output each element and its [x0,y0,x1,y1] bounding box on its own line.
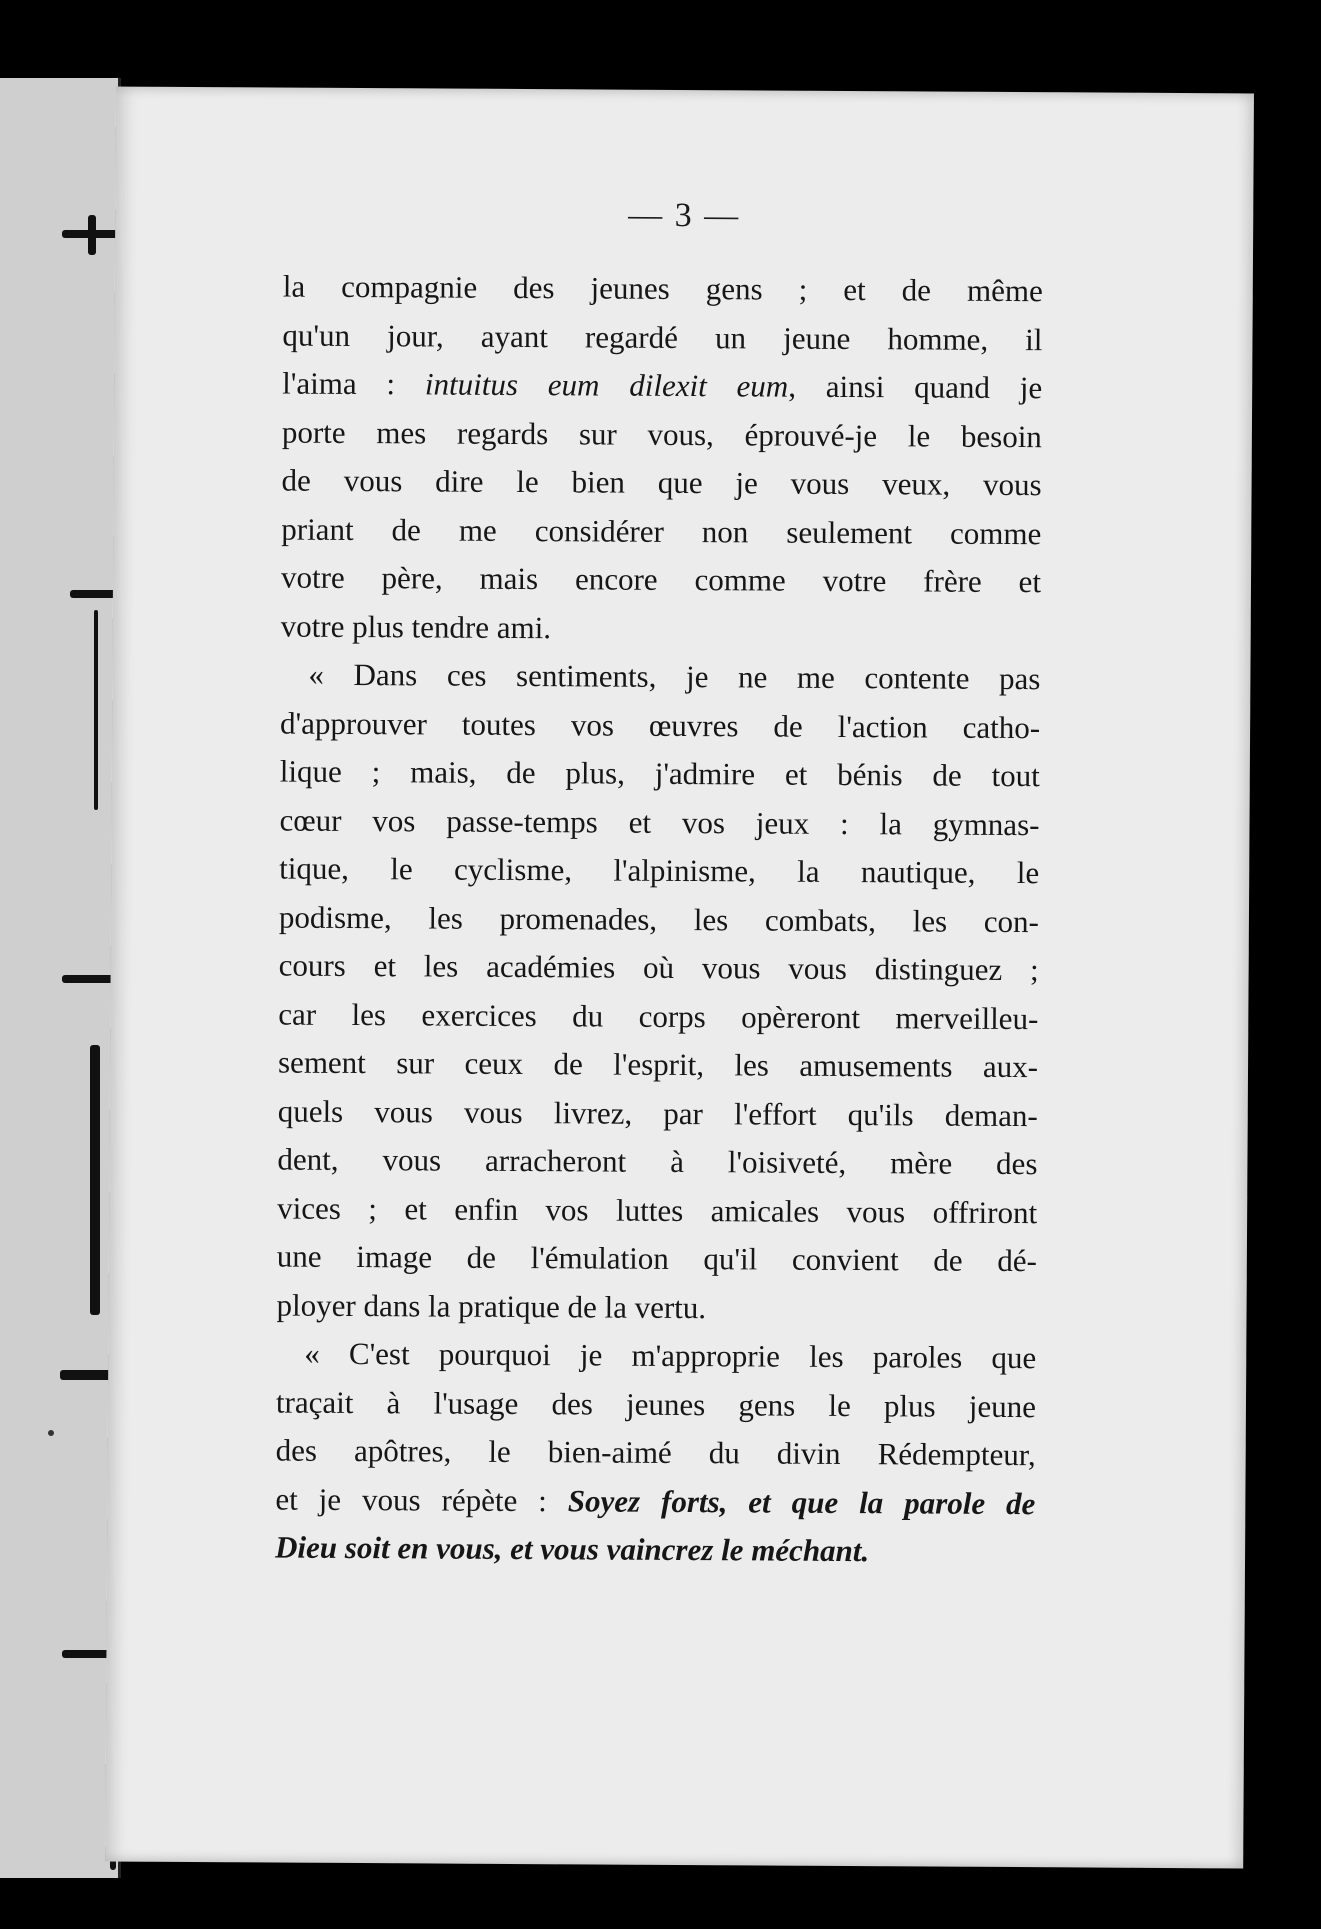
text-segment: et je vous répète : [275,1481,568,1518]
binding-mark [88,215,96,255]
text-segment: car les exercices du corps opèreront merveilleu- [278,996,1039,1036]
text-line [277,1233,1037,1286]
text-line [279,845,1039,898]
text-segment: dent, vous arracheront à l'oisiveté, mère des [277,1141,1038,1182]
text-line [275,1475,1035,1528]
text-line [276,1427,1036,1480]
text-segment: cœur vos passe-temps et vos jeux : la gymnas- [279,802,1040,842]
text-segment: quels vous vous livrez, par l'effort qu'ils deman- [277,1093,1038,1133]
text-line [275,1524,1035,1577]
text-line [280,651,1040,704]
text-segment: ployer dans la pratique de la vertu. [276,1287,707,1325]
text-segment: traçait à l'usage des jeunes gens le plus jeune [275,1384,1037,1424]
text-line [282,311,1042,364]
text-segment: lique ; mais, de plus, j'admire et bénis de tout [279,753,1040,794]
text-segment: de vous dire le bien que je vous veux, vous [281,462,1042,503]
text-segment: cours et les académies où vous vous distinguez ; [278,947,1039,988]
text-line [279,796,1039,849]
text-line [279,893,1039,946]
text-line [281,602,1041,655]
text-segment: sement sur ceux de l'esprit, les amusements aux- [277,1044,1039,1085]
text-line [280,699,1040,752]
text-line [280,748,1040,801]
text-segment: « C'est pourquoi je m'approprie les paroles que [304,1335,1037,1376]
speck [48,1430,54,1436]
text-segment: Dieu soit en vous, et vous vaincrez le méchant. [274,1529,870,1569]
text-line [277,1136,1037,1189]
body-text [275,263,1043,1577]
text-segment: d'approuver toutes vos œuvres de l'action catho- [280,705,1041,745]
text-line [277,1184,1037,1237]
text-line [278,1087,1038,1140]
text-line [278,1039,1038,1092]
book-page [105,87,1254,1869]
text-line [282,408,1042,461]
text-line [282,360,1042,413]
text-line [278,942,1038,995]
text-segment: l'aima : [282,365,426,402]
text-line [281,457,1041,510]
page-number: — 3 — [628,196,741,235]
text-segment: priant de me considérer non seulement comme [281,511,1042,551]
text-segment: votre plus tendre ami. [280,608,552,645]
text-segment: la compagnie des jeunes gens ; et de même [282,268,1043,309]
text-segment: intuitus eum dilexit eum [424,366,789,404]
text-segment: , ainsi quand je [788,368,1043,406]
binding-mark [90,1045,100,1315]
text-segment: votre père, mais encore comme votre frère et [280,559,1042,600]
text-line [276,1378,1036,1431]
text-segment: porte mes regards sur vous, éprouvé-je le besoin [281,414,1042,454]
text-segment: Soyez forts, et que la parole de [567,1482,1036,1521]
text-segment: podisme, les promenades, les combats, les con- [278,899,1040,939]
text-segment: qu'un jour, ayant regardé un jeune homme, il [282,317,1043,357]
text-segment: tique, le cyclisme, l'alpinisme, la nautique, le [279,850,1040,891]
text-segment: une image de l'émulation qu'il convient de dé- [276,1238,1037,1279]
text-line [281,505,1041,558]
text-line [276,1330,1036,1383]
text-line [283,263,1043,316]
text-segment: « Dans ces sentiments, je ne me contente pas [308,656,1041,697]
text-line [281,554,1041,607]
text-line [278,990,1038,1043]
text-line [276,1281,1036,1334]
text-segment: des apôtres, le bien-aimé du divin Rédempteur, [275,1432,1036,1473]
text-segment: vices ; et enfin vos luttes amicales vous offriront [277,1190,1038,1230]
binding-mark [94,610,98,810]
